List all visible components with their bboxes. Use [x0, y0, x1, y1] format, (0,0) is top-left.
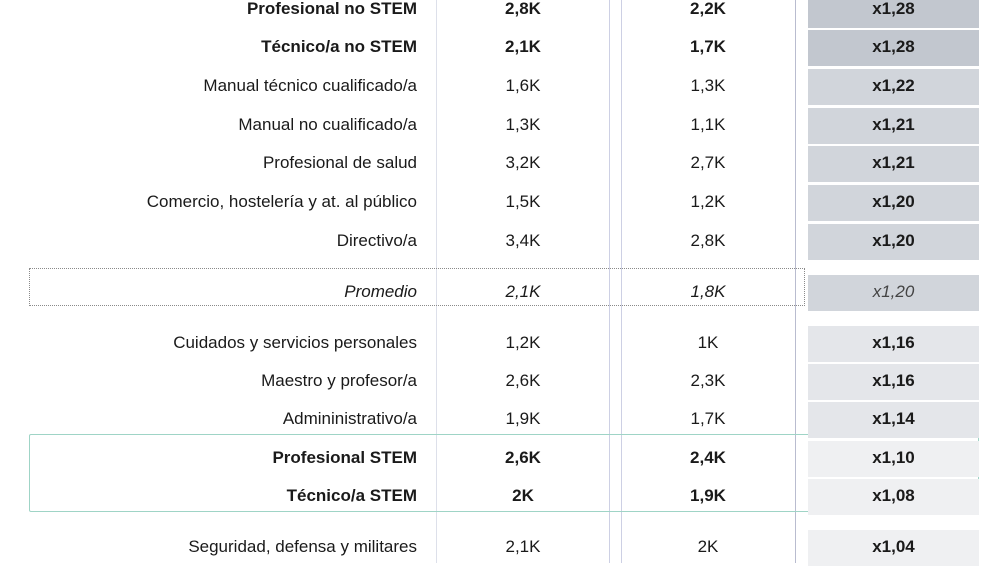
table-row — [0, 402, 1000, 436]
value-column-1: 3,4K — [505, 231, 541, 250]
ratio-value: x1,10 — [872, 448, 915, 467]
row-label: Manual no cualificado/a — [238, 115, 417, 134]
average-row — [0, 275, 1000, 309]
row-label: Admininistrativo/a — [282, 409, 417, 428]
value-column-1: 1,3K — [505, 115, 541, 134]
ratio-value: x1,16 — [872, 371, 915, 390]
row-label: Promedio — [344, 282, 417, 301]
row-label: Cuidados y servicios personales — [173, 333, 417, 352]
ratio-value: x1,22 — [872, 76, 915, 95]
table-row — [0, 185, 1000, 219]
ratio-value: x1,28 — [872, 0, 915, 18]
ratio-value: x1,20 — [872, 231, 915, 250]
table-row — [0, 479, 1000, 513]
table-row — [0, 364, 1000, 398]
value-column-2: 2,2K — [690, 0, 726, 18]
value-column-1: 2,1K — [505, 282, 541, 301]
ratio-value: x1,21 — [872, 115, 915, 134]
ratio-value: x1,28 — [872, 37, 915, 56]
value-column-2: 1,7K — [690, 37, 726, 56]
value-column-2: 2,4K — [690, 448, 726, 467]
value-column-2: 1K — [697, 333, 719, 352]
value-column-2: 2,3K — [690, 371, 726, 390]
row-label: Profesional STEM — [272, 448, 417, 467]
ratio-value: x1,20 — [872, 192, 915, 211]
value-column-1: 1,2K — [505, 333, 541, 352]
ratio-value: x1,14 — [872, 409, 915, 428]
value-column-2: 1,3K — [690, 76, 726, 95]
row-label: Técnico/a no STEM — [261, 37, 417, 56]
table-row — [0, 0, 1000, 26]
row-label: Manual técnico cualificado/a — [203, 76, 417, 95]
value-column-2: 1,7K — [690, 409, 726, 428]
table-row — [0, 326, 1000, 360]
ratio-value: x1,04 — [872, 537, 915, 556]
value-column-1: 2,6K — [505, 371, 541, 390]
value-column-1: 2,8K — [505, 0, 541, 18]
value-column-1: 2K — [512, 486, 534, 505]
table-row — [0, 108, 1000, 142]
table-row — [0, 224, 1000, 258]
row-label: Técnico/a STEM — [286, 486, 417, 505]
ratio-value: x1,21 — [872, 153, 915, 172]
table-row — [0, 69, 1000, 103]
value-column-1: 2,1K — [505, 37, 541, 56]
value-column-1: 1,6K — [505, 76, 541, 95]
table-row — [0, 146, 1000, 180]
row-label: Profesional no STEM — [246, 0, 417, 18]
ratio-value: x1,16 — [872, 333, 915, 352]
value-column-1: 1,9K — [505, 409, 541, 428]
row-label: Maestro y profesor/a — [261, 371, 417, 390]
row-label: Directivo/a — [336, 231, 417, 250]
value-column-1: 2,6K — [505, 448, 541, 467]
value-column-2: 1,9K — [690, 486, 726, 505]
value-column-2: 2K — [697, 537, 719, 556]
value-column-2: 1,8K — [690, 282, 726, 301]
table-row — [0, 30, 1000, 64]
row-label: Profesional de salud — [262, 153, 417, 172]
table-row — [0, 441, 1000, 475]
value-column-2: 2,8K — [690, 231, 726, 250]
table-row — [0, 530, 1000, 564]
value-column-2: 1,2K — [690, 192, 726, 211]
value-column-2: 2,7K — [690, 153, 726, 172]
row-label: Comercio, hostelería y at. al público — [146, 192, 417, 211]
value-column-2: 1,1K — [690, 115, 726, 134]
row-label: Seguridad, defensa y militares — [188, 537, 417, 556]
value-column-1: 1,5K — [505, 192, 541, 211]
ratio-value: x1,08 — [872, 486, 915, 505]
ratio-value: x1,20 — [872, 282, 915, 301]
value-column-1: 2,1K — [505, 537, 541, 556]
value-column-1: 3,2K — [505, 153, 541, 172]
